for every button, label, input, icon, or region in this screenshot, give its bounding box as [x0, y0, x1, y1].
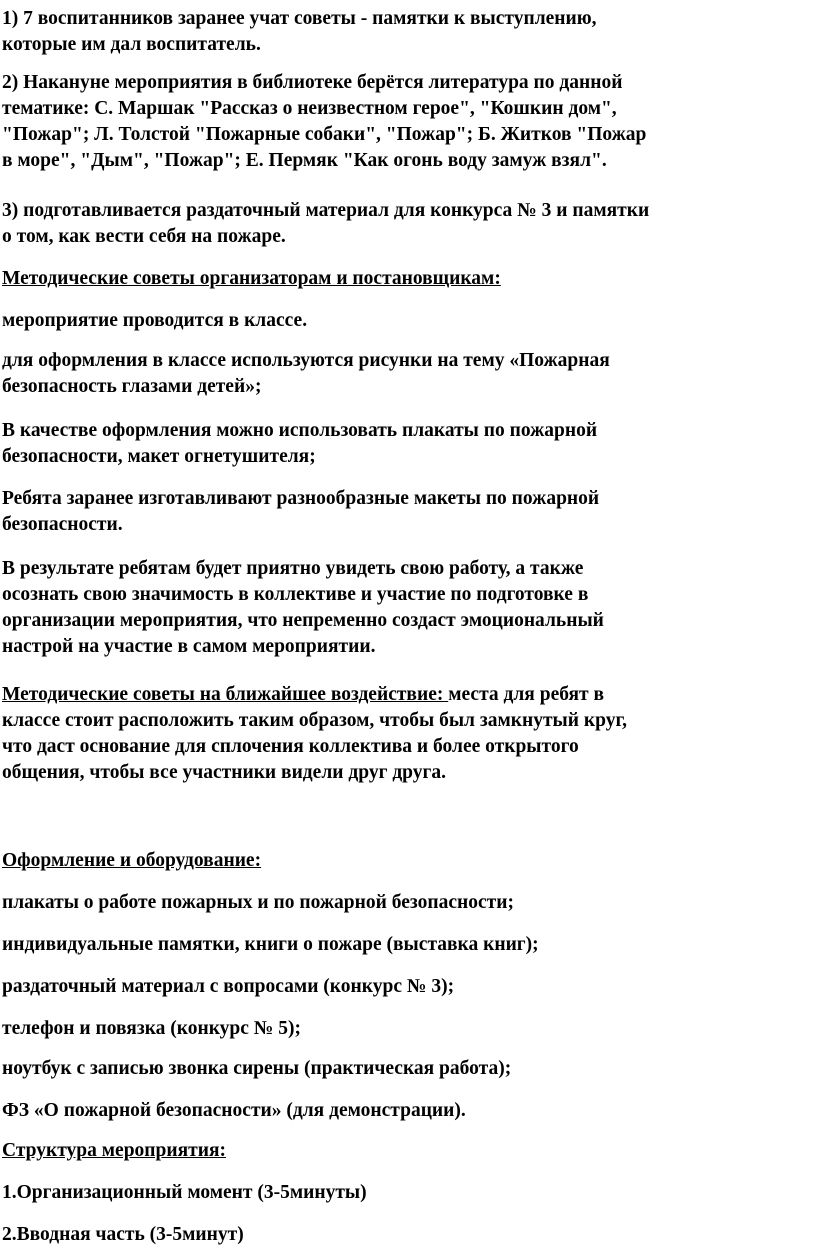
paragraph-result	[2, 556, 604, 660]
equipment-item	[2, 974, 454, 1000]
text-line: осознать свою значимость в коллективе и участие по подготовке в	[2, 584, 589, 605]
equipment-item	[2, 1098, 466, 1124]
text-line: индивидуальные памятки, книги о пожаре (выставка книг);	[2, 934, 539, 955]
text-line: Ребята заранее изготавливают разнообразные макеты по пожарной	[2, 488, 600, 509]
paragraph-drawings	[2, 348, 610, 400]
equipment-item	[2, 1016, 301, 1042]
equipment-item	[2, 1056, 511, 1082]
text-line: "Пожар"; Л. Толстой "Пожарные собаки", "Пожар"; Б. Житков "Пожар	[2, 124, 647, 145]
structure-item	[2, 1222, 244, 1248]
section-heading-structure: Структура мероприятия:	[2, 1140, 227, 1161]
text-line: о том, как вести себя на пожаре.	[2, 226, 286, 247]
text-line: что даст основание для сплочения коллектива и более открытого	[2, 736, 579, 757]
text-line: общения, чтобы все участники видели друг друга.	[2, 762, 446, 783]
inline-text: места для ребят в	[448, 684, 605, 705]
text-line: тематике: С. Маршак "Рассказ о неизвестном герое", "Кошкин дом",	[2, 98, 617, 119]
text-line: организации мероприятия, что непременно создаст эмоциональный	[2, 610, 604, 631]
text-line: для оформления в классе используются рисунки на тему «Пожарная	[2, 350, 610, 371]
paragraph-preparation-3	[2, 198, 649, 250]
text-line: В результате ребятам будет приятно увидеть свою работу, а также	[2, 558, 584, 579]
section-heading-equipment: Оформление и оборудование:	[2, 850, 262, 871]
text-line	[2, 682, 627, 708]
text-line: безопасности.	[2, 514, 123, 535]
text-line: безопасность глазами детей»;	[2, 376, 262, 397]
paragraph-posters	[2, 418, 597, 470]
paragraph-preparation-2	[2, 70, 646, 174]
text-line: 3) подготавливается раздаточный материал для конкурса № 3 и памятки	[2, 200, 650, 221]
text-line: 2) Накануне мероприятия в библиотеке берётся литература по данной	[2, 72, 623, 93]
paragraph-models	[2, 486, 599, 538]
text-line: безопасности, макет огнетушителя;	[2, 446, 316, 467]
text-line: телефон и повязка (конкурс № 5);	[2, 1018, 302, 1039]
section-heading-immediate-impact: Методические советы на ближайшее воздействие:	[2, 684, 449, 705]
paragraph-preparation-1	[2, 6, 597, 58]
text-line: которые им дал воспитатель.	[2, 34, 261, 55]
section-heading-organizers: Методические советы организаторам и постановщикам:	[2, 268, 501, 289]
text-line: 1) 7 воспитанников заранее учат советы - памятки к выступлению,	[2, 8, 597, 29]
paragraph-venue	[2, 308, 307, 334]
text-line: настрой на участие в самом мероприятии.	[2, 636, 376, 657]
structure-item	[2, 1180, 367, 1206]
text-line: в море", "Дым", "Пожар"; Е. Пермяк "Как огонь воду замуж взял".	[2, 150, 607, 171]
text-line: мероприятие проводится в классе.	[2, 310, 308, 331]
text-line: ноутбук с записью звонка сирены (практическая работа);	[2, 1058, 512, 1079]
text-line: раздаточный материал с вопросами (конкурс № 3);	[2, 976, 455, 997]
equipment-item	[2, 890, 514, 916]
text-line: плакаты о работе пожарных и по пожарной безопасности;	[2, 892, 514, 913]
paragraph-immediate-impact	[2, 682, 627, 786]
text-line: классе стоит расположить таким образом, чтобы был замкнутый круг,	[2, 710, 627, 731]
text-line: В качестве оформления можно использовать плакаты по пожарной	[2, 420, 598, 441]
text-line: 1.Организационный момент (3-5минуты)	[2, 1182, 367, 1203]
text-line: ФЗ «О пожарной безопасности» (для демонстрации).	[2, 1100, 466, 1121]
text-line: 2.Вводная часть (3-5минут)	[2, 1224, 244, 1245]
equipment-item	[2, 932, 539, 958]
